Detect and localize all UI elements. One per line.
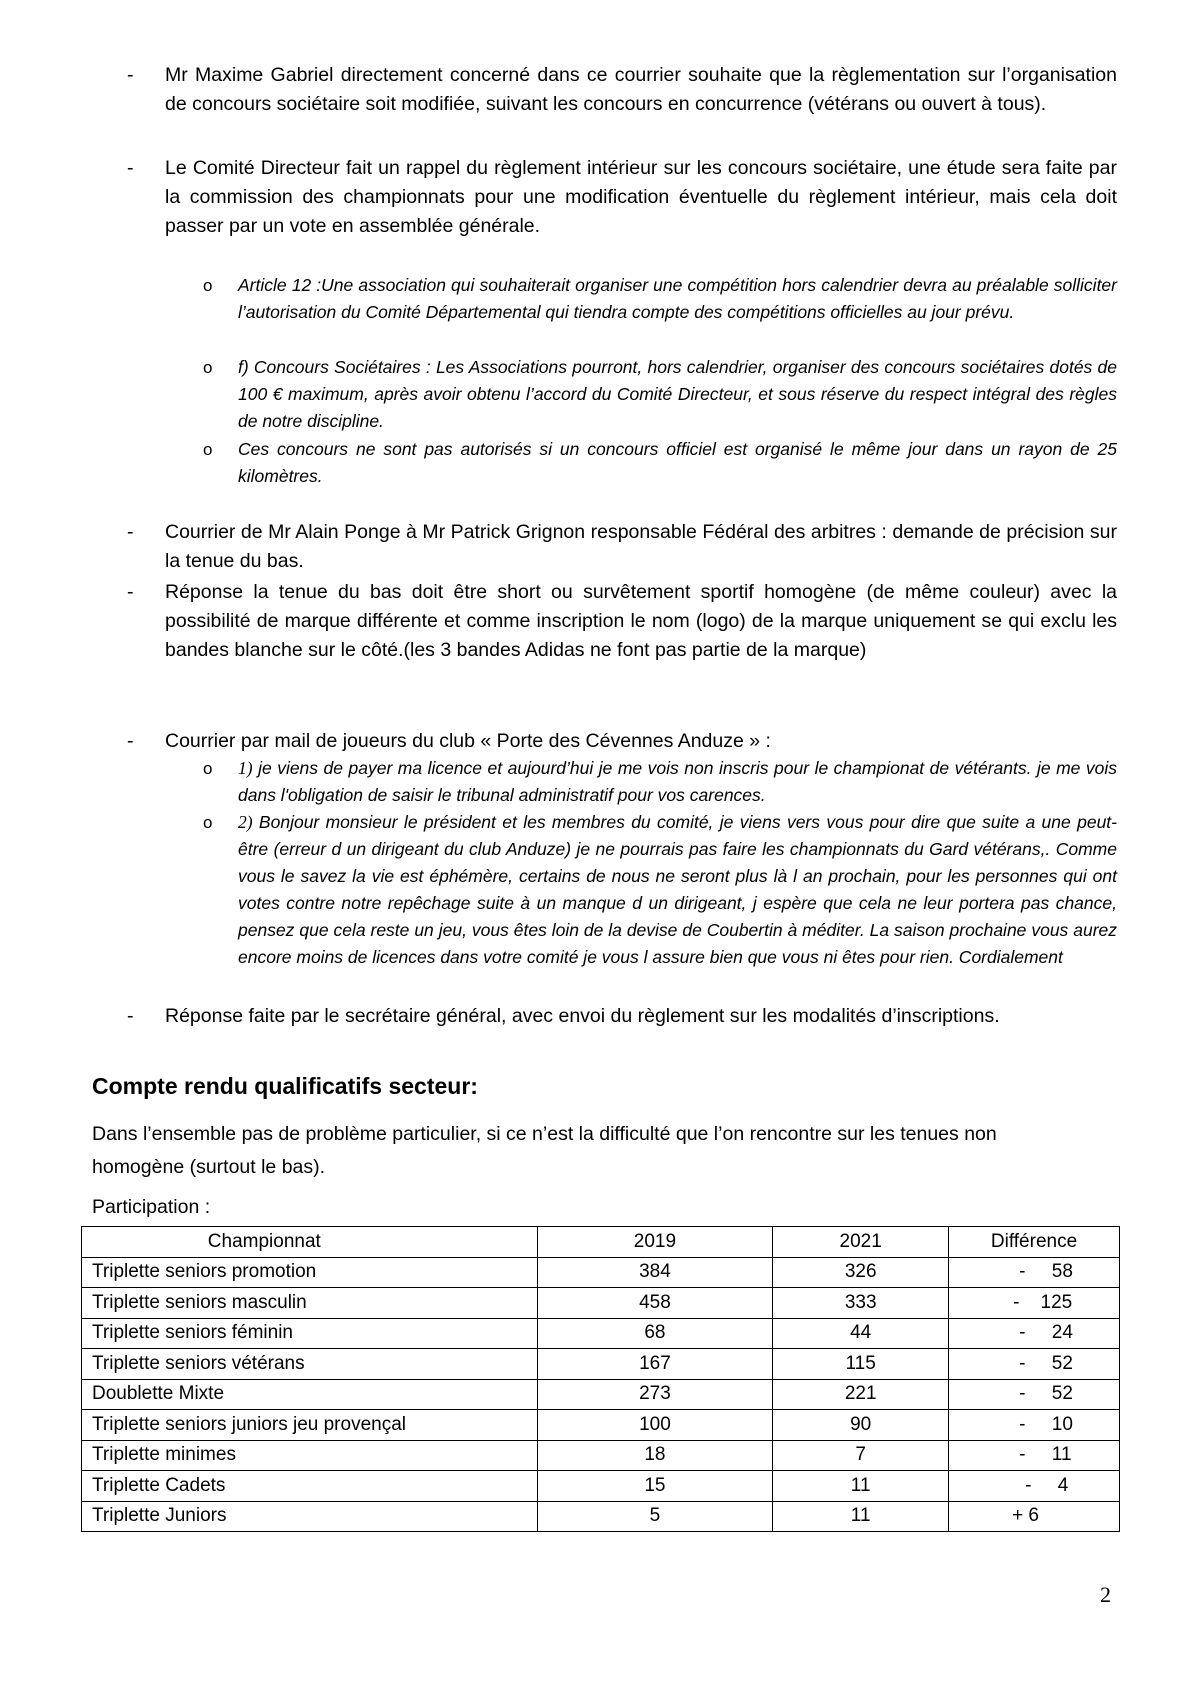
cell-2021: 7 <box>773 1440 949 1471</box>
list-item-text: Courrier par mail de joueurs du club « Porte des Cévennes Anduze » : <box>165 730 771 752</box>
dash-marker: - <box>127 64 134 86</box>
table-row <box>82 1440 1120 1471</box>
table-row <box>82 1501 1120 1532</box>
cell-2019: 15 <box>537 1471 773 1502</box>
participation-table <box>81 1226 1120 1532</box>
table-row <box>82 1349 1120 1380</box>
cell-championnat: Triplette Juniors <box>82 1501 538 1532</box>
cell-championnat: Triplette seniors masculin <box>82 1288 538 1319</box>
table-row <box>82 1379 1120 1410</box>
page-number: 2 <box>1100 1582 1111 1607</box>
dash-marker: - <box>127 521 134 543</box>
bullet-marker: o <box>203 358 213 377</box>
cell-championnat: Triplette seniors féminin <box>82 1318 538 1349</box>
bullet-marker: o <box>203 276 213 295</box>
cell-difference: - 52 <box>949 1349 1120 1380</box>
item-number: 1) <box>238 758 253 778</box>
list-item-text: Courrier de Mr Alain Ponge à Mr Patrick Grignon responsable Fédéral des arbitres : demande de précision sur la tenue du bas. <box>165 521 1117 572</box>
sub-list-item-text: f) Concours Sociétaires : Les Associations pourront, hors calendrier, organiser des concours sociétaires dotés de 100 € maximum, après avoir obtenu l’accord du Comité Directeur, et sous réserve du respect intégral des règles de notre discipline. <box>238 357 1117 431</box>
column-header-2021: 2021 <box>773 1227 949 1258</box>
table-header-row <box>82 1227 1120 1258</box>
cell-difference: - 24 <box>949 1318 1120 1349</box>
cell-difference: - 4 <box>949 1471 1120 1502</box>
dash-marker: - <box>127 581 134 603</box>
cell-2019: 167 <box>537 1349 773 1380</box>
cell-2019: 100 <box>537 1410 773 1441</box>
list-item-text: Le Comité Directeur fait un rappel du règlement intérieur sur les concours sociétaire, une étude sera faite par la commission des championnats pour une modification éventuelle du règlement intérieur, mais cela doit passer par un vote en assemblée générale. <box>165 157 1117 237</box>
participation-label: Participation : <box>92 1196 211 1218</box>
cell-2019: 18 <box>537 1440 773 1471</box>
list-item-text: Réponse faite par le secrétaire général, avec envoi du règlement sur les modalités d’inscriptions. <box>165 1005 1000 1027</box>
table-row <box>82 1471 1120 1502</box>
table-row <box>82 1257 1120 1288</box>
cell-2021: 90 <box>773 1410 949 1441</box>
cell-2021: 221 <box>773 1379 949 1410</box>
cell-2019: 273 <box>537 1379 773 1410</box>
table-row <box>82 1410 1120 1441</box>
dash-marker: - <box>127 1005 134 1027</box>
bullet-marker: o <box>203 813 213 832</box>
cell-difference: - 10 <box>949 1410 1120 1441</box>
table-row <box>82 1318 1120 1349</box>
table-row <box>82 1288 1120 1319</box>
sub-list-item-text <box>238 755 1117 809</box>
cell-2019: 384 <box>537 1257 773 1288</box>
list-item-text: Mr Maxime Gabriel directement concerné dans ce courrier souhaite que la règlementation sur l’organisation de concours sociétaire soit modifiée, suivant les concours en concurrence (vétérans ou ouvert à tous). <box>165 64 1117 115</box>
cell-difference: - 58 <box>949 1257 1120 1288</box>
cell-2019: 68 <box>537 1318 773 1349</box>
cell-2019: 458 <box>537 1288 773 1319</box>
cell-championnat: Doublette Mixte <box>82 1379 538 1410</box>
list-item-text: Réponse la tenue du bas doit être short ou survêtement sportif homogène (de même couleur) avec la possibilité de marque différente et comme inscription le nom (logo) de la marque uniquement se qui exclu les bandes blanche sur le côté.(les 3 bandes Adidas ne font pas partie de la marque) <box>165 581 1117 661</box>
cell-2021: 44 <box>773 1318 949 1349</box>
item-number: 2) <box>238 812 253 832</box>
cell-difference: - 52 <box>949 1379 1120 1410</box>
sub-list-item-text <box>238 809 1117 971</box>
section-paragraph: Dans l’ensemble pas de problème particulier, si ce n’est la difficulté que l’on rencontre sur les tenues non homogène (surtout le bas). <box>92 1123 997 1178</box>
cell-difference: + 6 <box>949 1501 1120 1532</box>
cell-2021: 11 <box>773 1501 949 1532</box>
column-header-championnat: Championnat <box>82 1227 538 1258</box>
cell-2021: 333 <box>773 1288 949 1319</box>
sub-list-item-text: Ces concours ne sont pas autorisés si un concours officiel est organisé le même jour dans un rayon de 25 kilomètres. <box>238 439 1117 486</box>
cell-championnat: Triplette seniors juniors jeu provençal <box>82 1410 538 1441</box>
cell-2021: 115 <box>773 1349 949 1380</box>
cell-difference: - 11 <box>949 1440 1120 1471</box>
mail-text: je viens de payer ma licence et aujourd’hui je me vois non inscris pour le championat de vétérants. je me vois dans l'obligation de saisir le tribunal administratif pour vos carences. <box>238 758 1117 805</box>
dash-marker: - <box>127 730 134 752</box>
cell-championnat: Triplette Cadets <box>82 1471 538 1502</box>
cell-2021: 11 <box>773 1471 949 1502</box>
cell-difference: - 125 <box>949 1288 1120 1319</box>
cell-2021: 326 <box>773 1257 949 1288</box>
column-header-difference: Différence <box>949 1227 1120 1258</box>
cell-championnat: Triplette minimes <box>82 1440 538 1471</box>
section-heading: Compte rendu qualificatifs secteur: <box>92 1073 478 1099</box>
cell-championnat: Triplette seniors promotion <box>82 1257 538 1288</box>
cell-championnat: Triplette seniors vétérans <box>82 1349 538 1380</box>
mail-text: Bonjour monsieur le président et les membres du comité, je viens vers vous pour dire que suite a une peut-être (erreur d un dirigeant du club Anduze) je ne pourrais pas faire les championnats du Gard vétérans,. Comme vous le savez la vie est éphémère, certains de nous ne seront plus là l an prochain, pour les personnes qui ont votes contre notre repêchage suite à un manque d un dirigeant, j espère que cela ne leur portera pas chance, pensez que cela reste un jeu, vous êtes loin de la devise de Coubertin à méditer. La saison prochaine vous aurez encore moins de licences dans votre comité je vous l assure bien que vous ni êtes pour rien. Cordialement <box>238 812 1117 967</box>
sub-list-item-text: Article 12 :Une association qui souhaiterait organiser une compétition hors calendrier devra au préalable solliciter l’autorisation du Comité Départemental qui tiendra compte des compétitions officielles au jour prévu. <box>238 275 1117 322</box>
dash-marker: - <box>127 157 134 179</box>
bullet-marker: o <box>203 759 213 778</box>
column-header-2019: 2019 <box>537 1227 773 1258</box>
bullet-marker: o <box>203 440 213 459</box>
cell-2019: 5 <box>537 1501 773 1532</box>
